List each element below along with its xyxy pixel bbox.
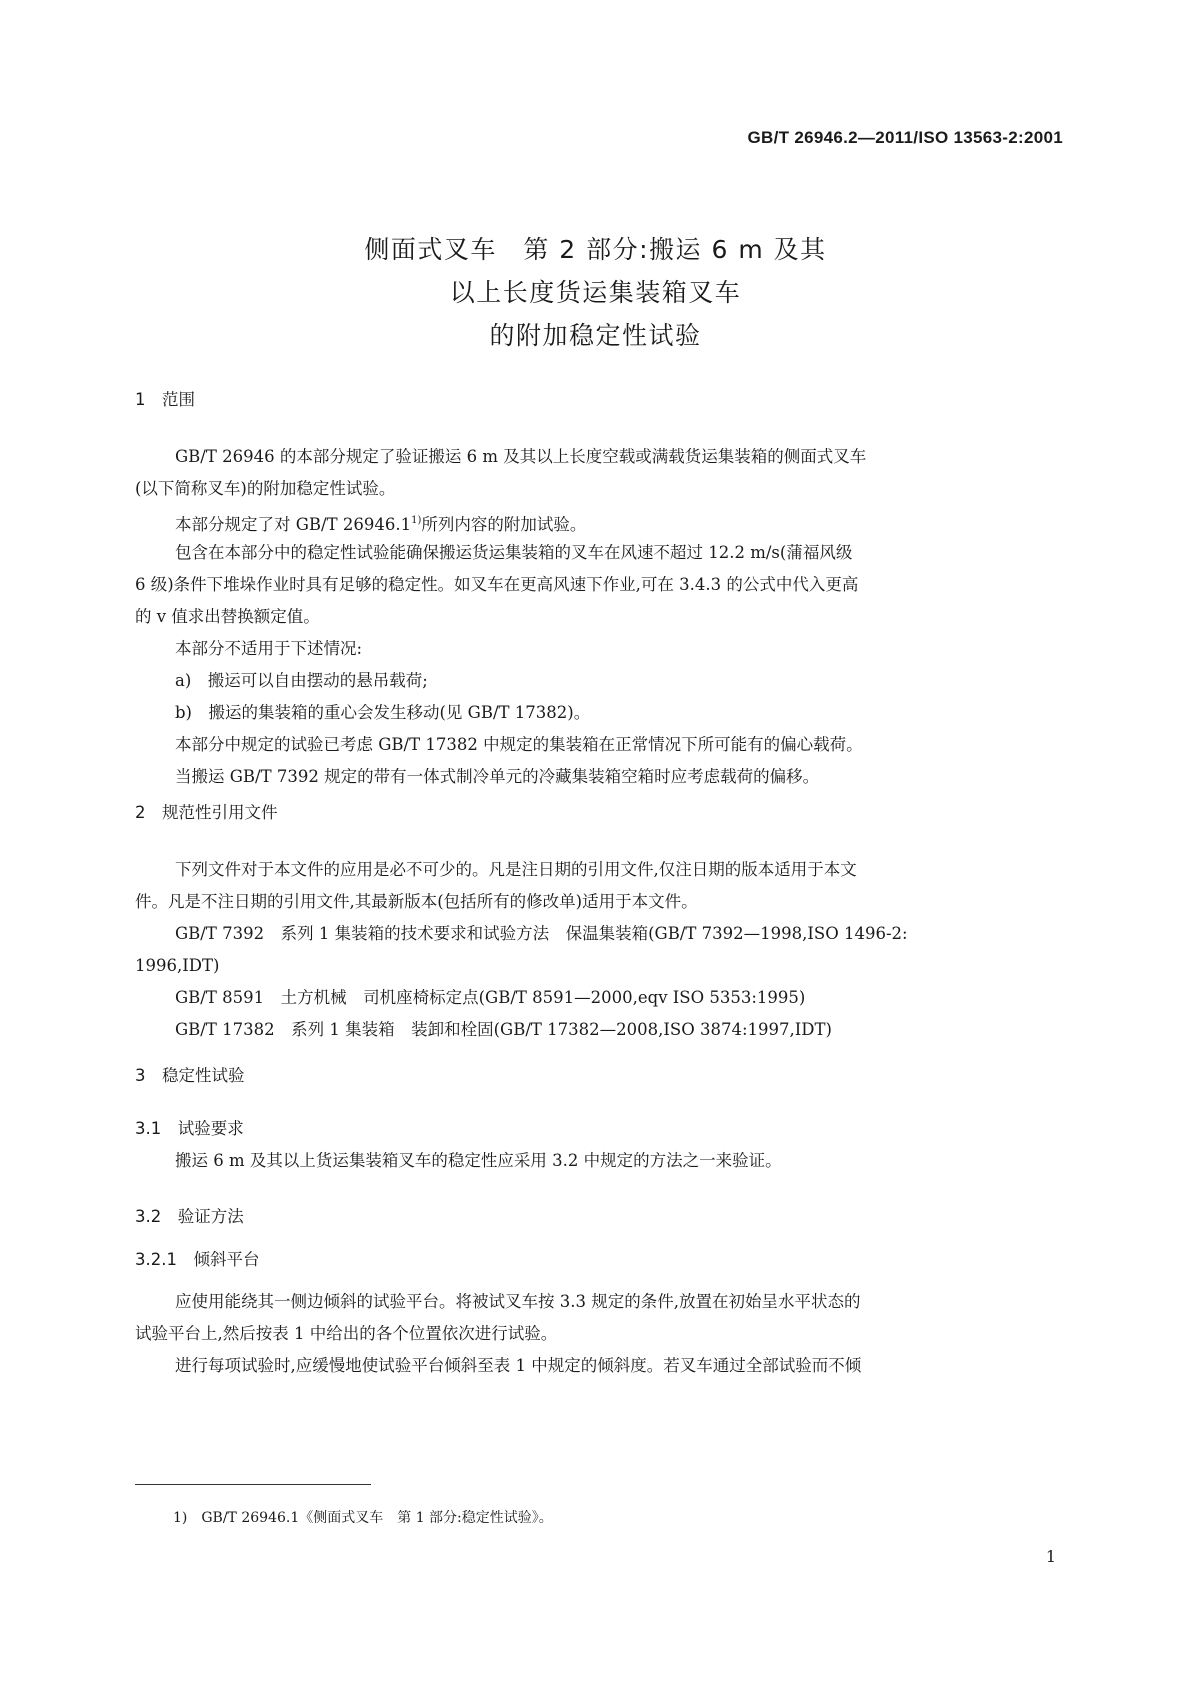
section-1-heading: 1 范围 bbox=[135, 390, 195, 409]
reference-gbt17382: GB/T 17382 系列 1 集装箱 装卸和栓固(GB/T 17382—2008,ISO 3874:1997,IDT) bbox=[175, 1020, 832, 1039]
section-3-2-heading: 3.2 验证方法 bbox=[135, 1207, 244, 1226]
title-line-2: 以上长度货运集装箱叉车 bbox=[449, 278, 742, 307]
footnote-ref: 1) bbox=[411, 515, 422, 526]
reference-gbt7392: GB/T 7392 系列 1 集装箱的技术要求和试验方法 保温集装箱(GB/T 7392—1998,ISO 1496-2: bbox=[175, 924, 908, 943]
text-line: 试验平台上,然后按表 1 中给出的各个位置依次进行试验。 bbox=[135, 1324, 558, 1343]
text-line: 当搬运 GB/T 7392 规定的带有一体式制冷单元的冷藏集装箱空箱时应考虑载荷的偏移。 bbox=[175, 767, 820, 786]
text-line: 搬运 6 m 及其以上货运集装箱叉车的稳定性应采用 3.2 中规定的方法之一来验证。 bbox=[175, 1151, 782, 1170]
reference-gbt8591: GB/T 8591 土方机械 司机座椅标定点(GB/T 8591—2000,eqv ISO 5353:1995) bbox=[175, 988, 806, 1007]
text-line: 1996,IDT) bbox=[135, 956, 220, 975]
section-1-para-1 bbox=[135, 441, 1057, 505]
text-line bbox=[135, 505, 1057, 541]
text-line: 件。凡是不注日期的引用文件,其最新版本(包括所有的修改单)适用于本文件。 bbox=[135, 892, 698, 911]
section-3-2-1-para bbox=[135, 1286, 1057, 1382]
text-line: 本部分中规定的试验已考虑 GB/T 17382 中规定的集装箱在正常情况下所可能有的偏心载荷。 bbox=[175, 735, 863, 754]
text-line: 下列文件对于本文件的应用是必不可少的。凡是注日期的引用文件,仅注日期的版本适用于本文 bbox=[175, 860, 857, 879]
page-number: 1 bbox=[1045, 1547, 1056, 1566]
text-line: 应使用能绕其一侧边倾斜的试验平台。将被试叉车按 3.3 规定的条件,放置在初始呈水平状态的 bbox=[175, 1292, 861, 1311]
footnote: 1) GB/T 26946.1《侧面式叉车 第 1 部分:稳定性试验》。 bbox=[173, 1510, 553, 1526]
section-3-2-1-heading: 3.2.1 倾斜平台 bbox=[135, 1250, 260, 1269]
section-2-para-1 bbox=[135, 854, 1057, 1046]
section-1-para-2 bbox=[135, 505, 1057, 541]
list-item-b: b) 搬运的集装箱的重心会发生移动(见 GB/T 17382)。 bbox=[175, 703, 591, 722]
standard-code: GB/T 26946.2—2011/ISO 13563-2:2001 bbox=[747, 128, 1063, 147]
section-3-1-heading: 3.1 试验要求 bbox=[135, 1119, 244, 1138]
section-3-heading: 3 稳定性试验 bbox=[135, 1066, 245, 1085]
section-1-para-3 bbox=[135, 537, 1057, 633]
footnote-divider bbox=[135, 1484, 371, 1485]
title-line-1: 侧面式叉车 第 2 部分:搬运 6 m 及其 bbox=[364, 235, 827, 264]
text-fragment: 所列内容的附加试验。 bbox=[421, 515, 587, 534]
text-fragment: 本部分规定了对 GB/T 26946.1 bbox=[175, 515, 412, 534]
text-line: GB/T 26946 的本部分规定了验证搬运 6 m 及其以上长度空载或满载货运集装箱的侧面式叉车 bbox=[175, 447, 867, 466]
section-1-para-4 bbox=[135, 633, 1057, 793]
text-line: 本部分不适用于下述情况: bbox=[175, 639, 363, 658]
section-2-heading: 2 规范性引用文件 bbox=[135, 803, 278, 822]
text-line: 进行每项试验时,应缓慢地使试验平台倾斜至表 1 中规定的倾斜度。若叉车通过全部试验而不倾 bbox=[175, 1356, 862, 1375]
document-title bbox=[0, 228, 1191, 357]
text-line: 的 v 值求出替换额定值。 bbox=[135, 607, 320, 626]
text-line: (以下简称叉车)的附加稳定性试验。 bbox=[135, 479, 396, 498]
text-line: 6 级)条件下堆垛作业时具有足够的稳定性。如叉车在更高风速下作业,可在 3.4.3 的公式中代入更高 bbox=[135, 575, 859, 594]
section-3-1-para bbox=[135, 1145, 1057, 1177]
text-line: 包含在本部分中的稳定性试验能确保搬运货运集装箱的叉车在风速不超过 12.2 m/s(蒲福风级 bbox=[175, 543, 853, 562]
list-item-a: a) 搬运可以自由摆动的悬吊载荷; bbox=[175, 671, 428, 690]
title-line-3: 的附加稳定性试验 bbox=[489, 321, 702, 350]
